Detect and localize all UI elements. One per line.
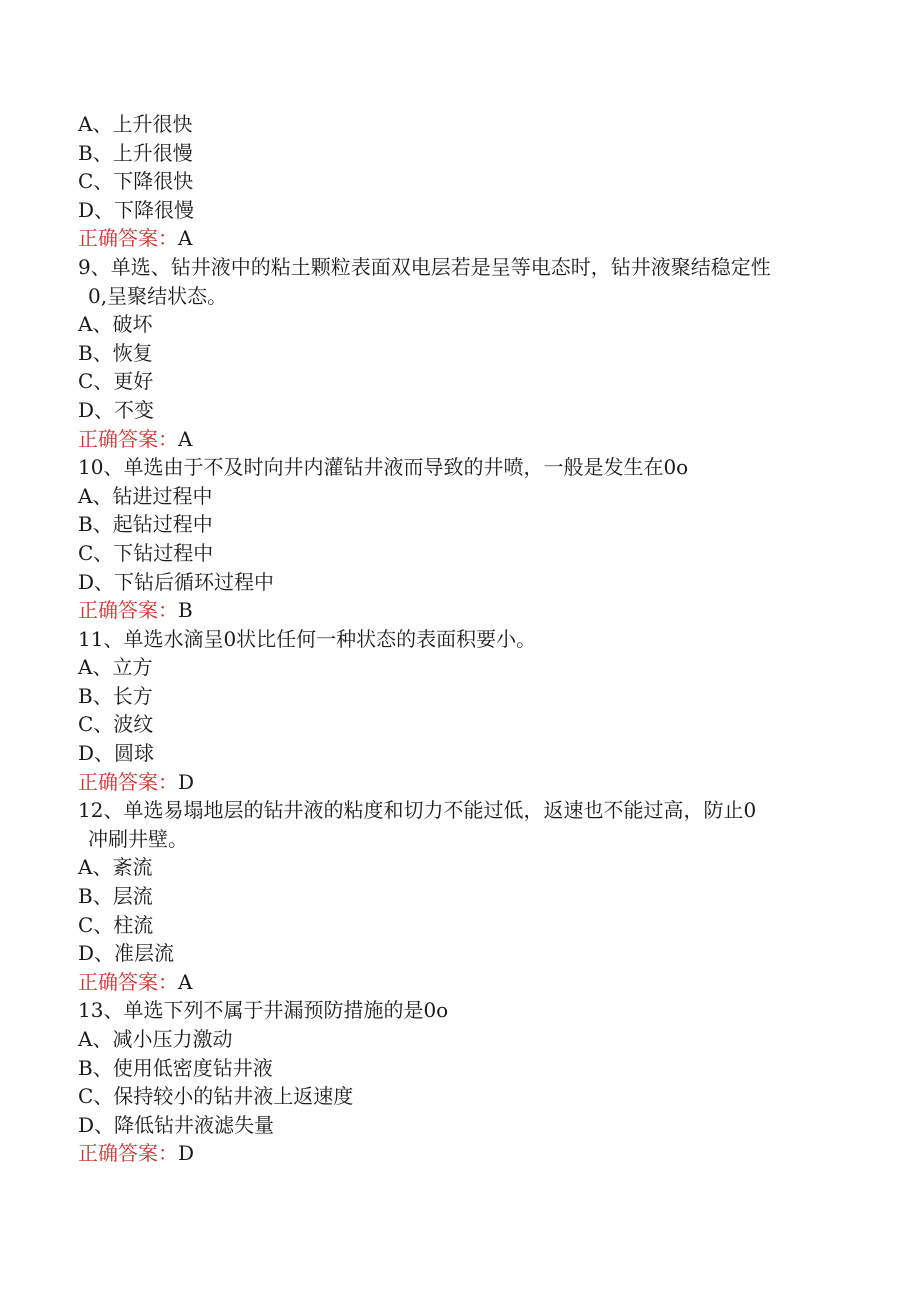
option-b: B、长方	[78, 683, 153, 708]
question-10	[78, 453, 848, 625]
option-d: D、降低钻井液滤失量	[78, 1112, 275, 1137]
question-stem-continued: 冲刷井壁。	[88, 826, 188, 851]
answer-label: 正确答案：	[78, 598, 178, 623]
answer-value: B	[178, 598, 193, 623]
option-c: C、波纹	[78, 712, 154, 737]
answer-label: 正确答案：	[78, 426, 178, 451]
question-stem-continued: 0,呈聚结状态。	[88, 283, 228, 308]
correct-answer	[78, 968, 848, 997]
question-stem: 10、单选由于不及时向井内灌钻井液而导致的井喷，一般是发生在0o	[78, 455, 689, 480]
option-c: C、保持较小的钻井液上返速度	[78, 1084, 354, 1109]
question-8	[78, 110, 848, 253]
option-a: A、破坏	[78, 312, 153, 337]
option-b: B、使用低密度钻井液	[78, 1055, 273, 1080]
answer-value: D	[178, 1141, 195, 1166]
answer-label: 正确答案：	[78, 769, 178, 794]
option-d: D、下钻后循环过程中	[78, 569, 275, 594]
option-c: C、柱流	[78, 912, 154, 937]
option-c: C、下钻过程中	[78, 540, 214, 565]
correct-answer	[78, 425, 848, 454]
question-stem: 11、单选水滴呈0状比任何一种状态的表面积要小。	[78, 626, 537, 651]
answer-label: 正确答案：	[78, 969, 178, 994]
option-a: A、紊流	[78, 855, 153, 880]
option-a: A、上升很快	[78, 112, 193, 136]
correct-answer	[78, 768, 848, 797]
correct-answer	[78, 596, 848, 625]
option-a: A、钻进过程中	[78, 483, 213, 508]
question-stem: 9、单选、钻井液中的粘土颗粒表面双电层若是呈等电态时，钻井液聚结稳定性	[78, 254, 771, 279]
question-12	[78, 796, 848, 996]
option-b: B、上升很慢	[78, 140, 193, 165]
option-b: B、起钻过程中	[78, 512, 213, 537]
answer-value: A	[178, 226, 193, 251]
question-11	[78, 625, 848, 797]
answer-label: 正确答案：	[78, 1141, 178, 1166]
answer-label: 正确答案：	[78, 226, 178, 251]
option-b: B、恢复	[78, 340, 153, 365]
correct-answer	[78, 1139, 848, 1168]
option-d: D、圆球	[78, 741, 155, 766]
answer-value: D	[178, 769, 195, 794]
option-a: A、减小压力激动	[78, 1027, 233, 1051]
option-c: C、更好	[78, 369, 154, 394]
question-stem: 12、单选易塌地层的钻井液的粘度和切力不能过低，返速也不能过高，防止0	[78, 798, 757, 823]
option-c: C、下降很快	[78, 169, 194, 194]
option-b: B、层流	[78, 884, 153, 909]
document-page	[78, 110, 848, 1168]
question-9	[78, 253, 848, 453]
option-d: D、下降很慢	[78, 197, 195, 222]
option-d: D、准层流	[78, 941, 175, 966]
answer-value: A	[178, 969, 193, 994]
option-a: A、立方	[78, 655, 153, 680]
option-d: D、不变	[78, 397, 155, 422]
correct-answer	[78, 224, 848, 253]
question-13	[78, 996, 848, 1168]
answer-value: A	[178, 426, 193, 451]
question-stem: 13、单选下列不属于井漏预防措施的是0o	[78, 998, 449, 1023]
